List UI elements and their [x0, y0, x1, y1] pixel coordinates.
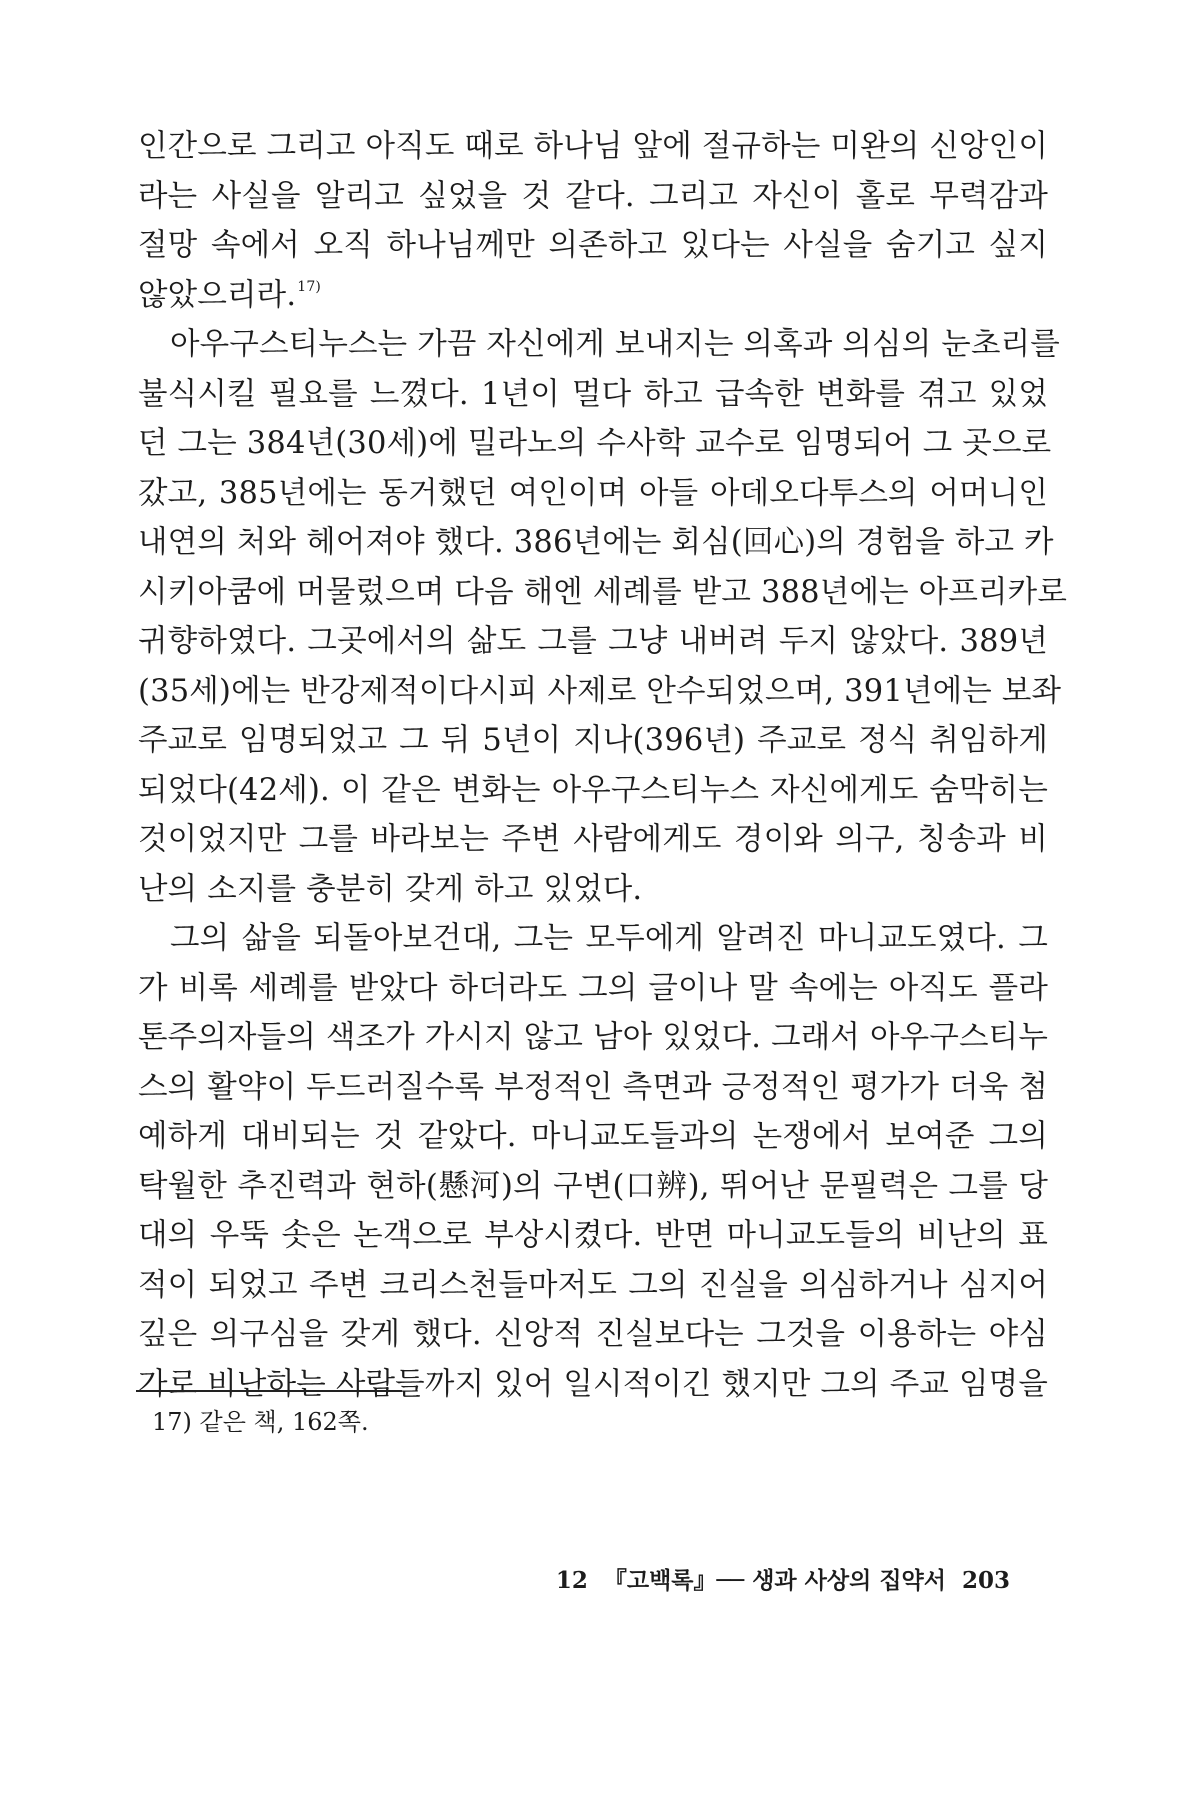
text-line: 대의 우뚝 솟은 논객으로 부상시켰다. 반면 마니교도들의 비난의 표 — [138, 1218, 1048, 1253]
text-line: 던 그는 384년(30세)에 밀라노의 수사학 교수로 임명되어 그 곳으로 — [138, 426, 1052, 461]
text-line: 내연의 처와 헤어져야 했다. 386년에는 회심(回心)의 경험을 하고 카 — [138, 525, 1054, 560]
text-line: 예하게 대비되는 것 같았다. 마니교도들과의 논쟁에서 보여준 그의 — [138, 1119, 1048, 1154]
text-line: 가 비록 세례를 받았다 하더라도 그의 글이나 말 속에는 아직도 플라 — [138, 970, 1048, 1006]
text-line: 시키아쿰에 머물렀으며 다음 해엔 세례를 받고 388년에는 아프리카로 — [138, 574, 1067, 610]
text-line: 깊은 의구심을 갖게 했다. 신앙적 진실보다는 그것을 이용하는 야심 — [138, 1317, 1048, 1352]
text-line: 난의 소지를 충분히 갖게 하고 있었다. — [138, 871, 643, 907]
text-line: 귀향하였다. 그곳에서의 삶도 그를 그냥 내버려 두지 않았다. 389년 — [138, 624, 1048, 659]
text-line-content: 않았으리라. — [138, 277, 297, 313]
text-line: 갔고, 385년에는 동거했던 여인이며 아들 아데오다투스의 어머니인 — [138, 475, 1048, 511]
page-number: 203 — [961, 1567, 1010, 1594]
footnote-reference: 17) — [297, 278, 322, 295]
paragraph-start-line: 아우구스티누스는 가끔 자신에게 보내지는 의혹과 의심의 눈초리를 — [170, 327, 1060, 362]
text-line: 것이었지만 그를 바라보는 주변 사람에게도 경이와 의구, 칭송과 비 — [138, 822, 1048, 857]
text-line: 절망 속에서 오직 하나님께만 의존하고 있다는 사실을 숨기고 싶지 — [138, 228, 1048, 263]
text-line — [138, 271, 1048, 321]
chapter-number: 12 — [555, 1567, 588, 1594]
running-footer — [540, 1565, 1010, 1597]
text-line: 되었다(42세). 이 같은 변화는 아우구스티누스 자신에게도 숨막히는 — [138, 772, 1048, 808]
text-line: 불식시킬 필요를 느꼈다. 1년이 멀다 하고 급속한 변화를 겪고 있었 — [138, 376, 1048, 412]
paragraph-start-line: 그의 삶을 되돌아보건대, 그는 모두에게 알려진 마니교도였다. 그 — [170, 921, 1048, 956]
text-line: 스의 활약이 두드러질수록 부정적인 측면과 긍정적인 평가가 더욱 첨 — [138, 1069, 1048, 1105]
text-line: (35세)에는 반강제적이다시피 사제로 안수되었으며, 391년에는 보좌 — [138, 673, 1062, 709]
text-line: 가로 비난하는 사람들까지 있어 일시적이긴 했지만 그의 주교 임명을 — [138, 1366, 1048, 1402]
footnote: 17) 같은 책, 162쪽. — [152, 1408, 369, 1436]
text-line: 적이 되었고 주변 크리스천들마저도 그의 진실을 의심하거나 심지어 — [138, 1267, 1048, 1303]
text-line: 주교로 임명되었고 그 뒤 5년이 지나(396년) 주교로 정식 취임하게 — [138, 723, 1048, 758]
text-line: 인간으로 그리고 아직도 때로 하나님 앞에 절규하는 미완의 신앙인이 — [138, 129, 1048, 164]
text-line: 탁월한 추진력과 현하(懸河)의 구변(口辨), 뛰어난 문필력은 그를 당 — [138, 1168, 1048, 1204]
text-line: 톤주의자들의 색조가 가시지 않고 남아 있었다. 그래서 아우구스티누 — [138, 1020, 1048, 1055]
text-line: 라는 사실을 알리고 싶었을 것 같다. 그리고 자신이 홀로 무력감과 — [138, 178, 1048, 214]
footnote-divider — [136, 1390, 402, 1392]
body-text — [138, 122, 1067, 1409]
running-footer-title: 『고백록』── 생과 사상의 집약서 — [603, 1567, 946, 1594]
